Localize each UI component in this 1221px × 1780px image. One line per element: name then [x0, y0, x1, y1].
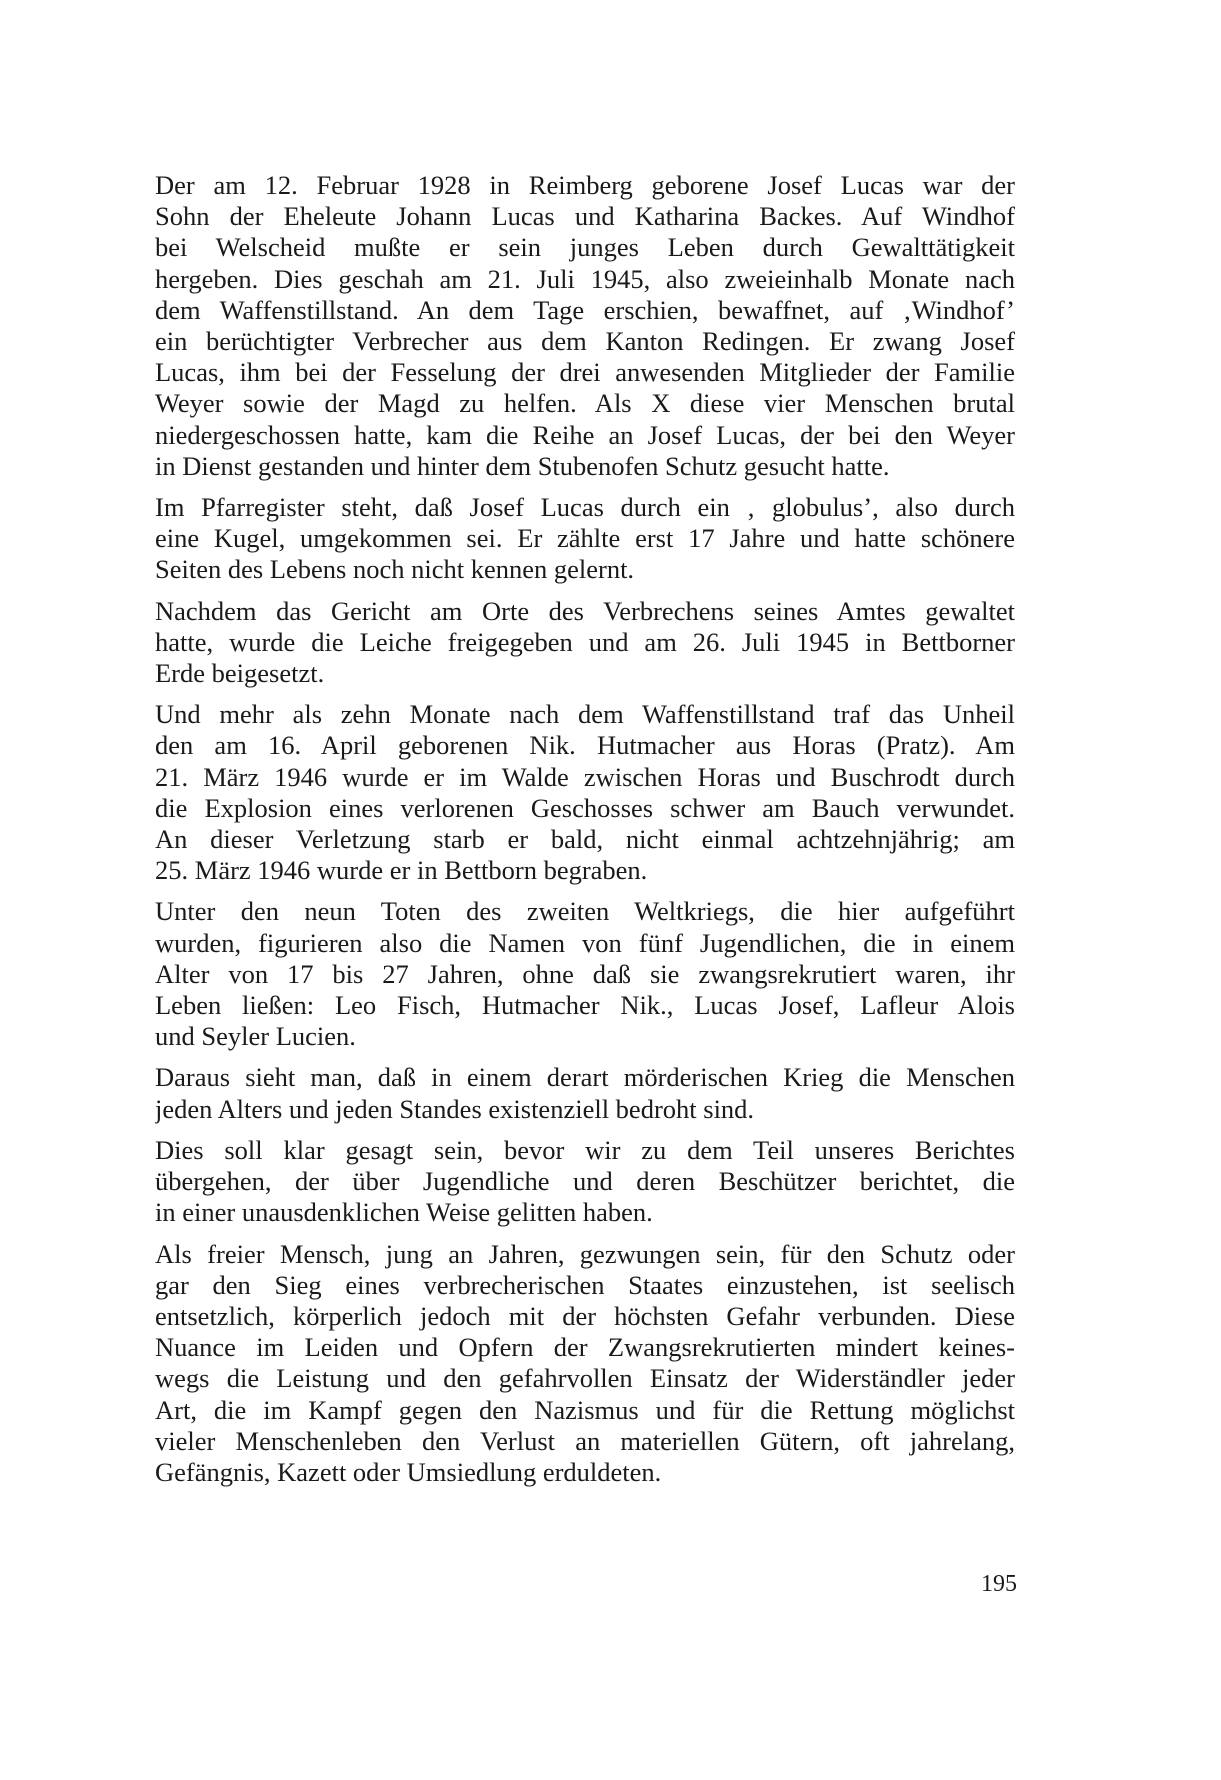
- text-line: die Explosion eines verlorenen Geschosses schwer am Bauch verwundet.: [155, 792, 1015, 823]
- text-line: den am 16. April geborenen Nik. Hutmacher aus Horas (Pratz). Am: [155, 730, 1015, 761]
- body-text: [155, 170, 1015, 1498]
- text-line: Sohn der Eheleute Johann Lucas und Katharina Backes. Auf Windhof: [155, 201, 1015, 232]
- text-line: niedergeschossen hatte, kam die Reihe an Josef Lucas, der bei den Weyer: [155, 419, 1015, 450]
- text-line: Unter den neun Toten des zweiten Weltkriegs, die hier aufgeführt: [155, 896, 1015, 927]
- text-line: vieler Menschenleben den Verlust an materiellen Gütern, oft jahrelang,: [155, 1425, 1015, 1456]
- paragraph-transition: [155, 1135, 1015, 1229]
- text-line: Gefängnis, Kazett oder Umsiedlung erduldeten.: [155, 1456, 662, 1487]
- text-line: in Dienst gestanden und hinter dem Stubenofen Schutz gesucht hatte.: [155, 450, 890, 481]
- text-line: Erde beigesetzt.: [155, 658, 325, 689]
- text-line: und Seyler Lucien.: [155, 1021, 356, 1052]
- text-line: Dies soll klar gesagt sein, bevor wir zu dem Teil unseres Berichtes: [155, 1134, 1015, 1165]
- text-line: Als freier Mensch, jung an Jahren, gezwungen sein, für den Schutz oder: [155, 1238, 1015, 1269]
- text-line: wurden, figurieren also die Namen von fünf Jugendlichen, die in einem: [155, 927, 1015, 958]
- text-line: Der am 12. Februar 1928 in Reimberg geborene Josef Lucas war der: [155, 170, 1015, 200]
- text-line: hatte, wurde die Leiche freigegeben und am 26. Juli 1945 in Bettborner: [155, 626, 1015, 657]
- text-line: ein berüchtigter Verbrecher aus dem Kanton Redingen. Er zwang Josef: [155, 326, 1015, 357]
- paragraph-burial: [155, 596, 1015, 690]
- paragraph-free-person: [155, 1239, 1015, 1489]
- paragraph-nine-dead: [155, 896, 1015, 1052]
- text-line: eine Kugel, umgekommen sei. Er zählte erst 17 Jahre und hatte schönere: [155, 523, 1015, 554]
- paragraph-pfarregister: [155, 492, 1015, 586]
- page-number: 195: [981, 1571, 1017, 1597]
- text-line: Daraus sieht man, daß in einem derart mörderischen Krieg die Menschen: [155, 1062, 1015, 1093]
- text-line: gar den Sieg eines verbrecherischen Staates einzustehen, ist seelisch: [155, 1269, 1015, 1300]
- text-line: Im Pfarregister steht, daß Josef Lucas durch ein ‚ globulus’, also durch: [155, 492, 1015, 523]
- paragraph-josef-lucas-birth: [155, 170, 1015, 482]
- text-line: Seiten des Lebens noch nicht kennen gelernt.: [155, 554, 635, 585]
- text-line: Nuance im Leiden und Opfern der Zwangsrekrutierten mindert keines-: [155, 1332, 1015, 1363]
- text-line: in einer unausdenklichen Weise gelitten haben.: [155, 1197, 653, 1228]
- text-line: dem Waffenstillstand. An dem Tage erschien, bewaffnet, auf ‚Windhof’: [155, 294, 1015, 325]
- text-line: hergeben. Dies geschah am 21. Juli 1945, also zweieinhalb Monate nach: [155, 263, 1015, 294]
- text-line: wegs die Leistung und den gefahrvollen Einsatz der Widerständler jeder: [155, 1363, 1015, 1394]
- text-line: bei Welscheid mußte er sein junges Leben durch Gewalttätigkeit: [155, 232, 1015, 263]
- paragraph-existential-threat: [155, 1062, 1015, 1124]
- text-line: Art, die im Kampf gegen den Nazismus und für die Rettung möglichst: [155, 1394, 1015, 1425]
- text-line: 21. März 1946 wurde er im Walde zwischen Horas und Buschrodt durch: [155, 761, 1015, 792]
- text-line: Nachdem das Gericht am Orte des Verbrechens seines Amtes gewaltet: [155, 595, 1015, 626]
- text-line: 25. März 1946 wurde er in Bettborn begraben.: [155, 855, 648, 886]
- text-line: Und mehr als zehn Monate nach dem Waffenstillstand traf das Unheil: [155, 699, 1015, 730]
- text-line: entsetzlich, körperlich jedoch mit der höchsten Gefahr verbunden. Diese: [155, 1300, 1015, 1331]
- text-line: übergehen, der über Jugendliche und deren Beschützer berichtet, die: [155, 1166, 1015, 1197]
- text-line: An dieser Verletzung starb er bald, nicht einmal achtzehnjährig; am: [155, 824, 1015, 855]
- text-line: Weyer sowie der Magd zu helfen. Als X diese vier Menschen brutal: [155, 388, 1015, 419]
- text-line: Lucas, ihm bei der Fesselung der drei anwesenden Mitglieder der Familie: [155, 357, 1015, 388]
- text-line: jeden Alters und jeden Standes existenziell bedroht sind.: [155, 1093, 755, 1124]
- text-line: Leben ließen: Leo Fisch, Hutmacher Nik., Lucas Josef, Lafleur Alois: [155, 990, 1015, 1021]
- paragraph-nik-hutmacher: [155, 699, 1015, 886]
- text-line: Alter von 17 bis 27 Jahren, ohne daß sie zwangsrekrutiert waren, ihr: [155, 958, 1015, 989]
